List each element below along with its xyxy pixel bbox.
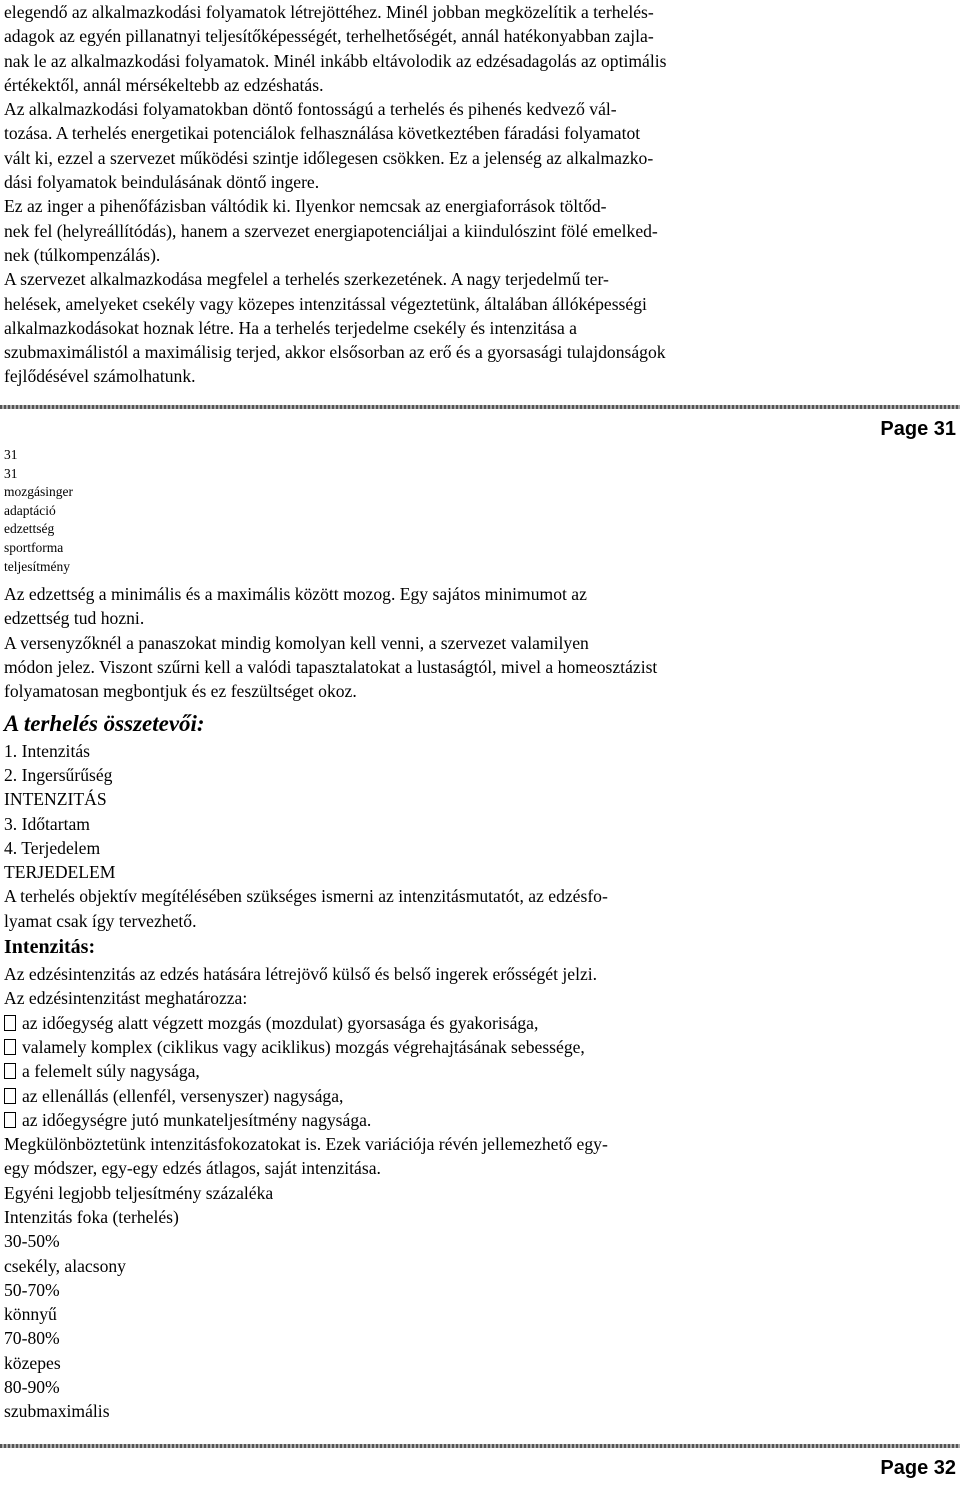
small-label: 31: [4, 465, 18, 481]
bullet-box-icon: [4, 1039, 16, 1055]
small-label: 31: [4, 447, 18, 462]
text-line: Egyéni legjobb teljesítmény százaléka: [4, 1182, 274, 1203]
text-line: Az edzésintenzitás az edzés hatására létrejövő külső és belső ingerek erősségét jelzi.: [4, 964, 598, 985]
text-line: egy módszer, egy-egy edzés átlagos, saját intenzitása.: [4, 1158, 381, 1179]
text-line: nek fel (helyreállítódás), hanem a szervezet energiapotenciáljai a kiindulószint fölé emelked-: [4, 220, 658, 241]
text-line: 3. Időtartam: [4, 813, 90, 834]
page-number-31: Page 31: [880, 418, 956, 440]
small-label: edzettség: [4, 521, 55, 537]
text-line: 4. Terjedelem: [4, 837, 101, 858]
heading-intensity: Intenzitás:: [4, 936, 96, 959]
text-line: Az alkalmazkodási folyamatokban döntő fontosságú a terhelés és pihenés kedvező vál-: [4, 99, 617, 120]
text-line: lyamat csak így tervezhető.: [4, 910, 197, 931]
text-line: TERJEDELEM: [4, 862, 116, 883]
text-line: alkalmazkodásokat hoznak létre. Ha a terhelés terjedelme csekély és intenzitása a: [4, 317, 577, 338]
small-label: adaptáció: [4, 502, 56, 518]
text-line: INTENZITÁS: [4, 789, 107, 810]
text-line: A szervezet alkalmazkodása megfelel a terhelés szerkezetének. A nagy terjedelmű ter-: [4, 269, 609, 290]
bullet-item: [4, 1035, 954, 1059]
page-separator: [0, 405, 960, 409]
text-line: Intenzitás foka (terhelés): [4, 1206, 179, 1227]
text-line: folyamatosan megbontjuk és ez feszültséget okoz.: [4, 681, 357, 702]
text-line: közepes: [4, 1352, 61, 1373]
text-line: értékektől, annál mérsékeltebb az edzéshatás.: [4, 74, 324, 95]
bullet-item: [4, 1084, 954, 1108]
small-label: sportforma: [4, 539, 64, 555]
text-line: 1. Intenzitás: [4, 740, 90, 761]
text-line: A versenyzőknél a panaszokat mindig komolyan kell venni, a szervezet valamilyen: [4, 632, 589, 653]
text-line: szubmaximálistól a maximálisig terjed, akkor elsősorban az erő és a gyorsasági tulajdonságok: [4, 342, 666, 363]
bullet-item: [4, 1011, 954, 1035]
bullet-box-icon: [4, 1088, 16, 1104]
bullet-item: [4, 1108, 954, 1132]
bullet-box-icon: [4, 1015, 16, 1031]
page-31-text: [4, 0, 954, 389]
text-line: dási folyamatok beindulásának döntő ingere.: [4, 172, 320, 193]
bullet-text: az ellenállás (ellenfél, versenyszer) nagysága,: [22, 1085, 344, 1106]
text-line: 50-70%: [4, 1279, 60, 1300]
heading-components: A terhelés összetevői:: [4, 710, 205, 736]
text-line: Az edzettség a minimális és a maximális között mozog. Egy sajátos minimumot az: [4, 584, 587, 605]
bullet-box-icon: [4, 1112, 16, 1128]
page-separator: [0, 1444, 960, 1448]
text-line: helések, amelyeket csekély vagy közepes intenzitással végeztetünk, általában állóképességi: [4, 293, 647, 314]
text-line: Ez az inger a pihenőfázisban váltódik ki. Ilyenkor nemcsak az energiaforrások töltőd-: [4, 196, 607, 217]
page-32-text: [4, 446, 954, 1424]
text-line: módon jelez. Viszont szűrni kell a valódi tapasztalatokat a lustaságtól, mivel a homeosztázist: [4, 657, 658, 678]
text-line: könnyű: [4, 1304, 57, 1325]
text-line: vált ki, ezzel a szervezet működési szintje időlegesen csökken. Ez a jelenség az alkalmazko-: [4, 147, 654, 168]
bullet-text: a felemelt súly nagysága,: [22, 1061, 200, 1082]
bullet-text: valamely komplex (ciklikus vagy aciklikus) mozgás végrehajtásának sebessége,: [22, 1036, 585, 1057]
text-line: adagok az egyén pillanatnyi teljesítőképességét, terhelhetőségét, annál hatékonyabban zajla-: [4, 26, 654, 47]
bullet-text: az időegységre jutó munkateljesítmény nagysága.: [22, 1109, 372, 1130]
bullet-text: az időegység alatt végzett mozgás (mozdulat) gyorsasága és gyakorisága,: [22, 1012, 539, 1033]
text-line: Az edzésintenzitást meghatározza:: [4, 988, 248, 1009]
small-label: mozgásinger: [4, 484, 73, 500]
text-line: elegendő az alkalmazkodási folyamatok létrejöttéhez. Minél jobban megközelítik a terhelés-: [4, 2, 654, 22]
text-line: edzettség tud hozni.: [4, 608, 145, 629]
text-line: fejlődésével számolhatunk.: [4, 366, 196, 387]
text-line: 80-90%: [4, 1377, 60, 1398]
paragraph-block: [4, 582, 954, 703]
text-line: Megkülönböztetünk intenzitásfokozatokat is. Ezek variációja révén jellemezhető egy-: [4, 1134, 608, 1155]
text-line: 2. Ingersűrűség: [4, 764, 113, 785]
small-label: teljesítmény: [4, 558, 70, 574]
text-line: nak le az alkalmazkodási folyamatok. Minél inkább eltávolodik az edzésadagolás az optimális: [4, 50, 667, 71]
bullet-box-icon: [4, 1063, 16, 1079]
text-line: 30-50%: [4, 1231, 60, 1252]
text-line: tozása. A terhelés energetikai potenciálok felhasználása következtében fáradási folyamatot: [4, 123, 641, 144]
text-line: A terhelés objektív megítélésében szükséges ismerni az intenzitásmutatót, az edzésfo-: [4, 886, 608, 907]
bullet-item: [4, 1059, 954, 1083]
text-line: 70-80%: [4, 1328, 60, 1349]
text-line: szubmaximális: [4, 1401, 110, 1422]
page-number-32: Page 32: [880, 1457, 956, 1479]
text-line: nek (túlkompenzálás).: [4, 244, 161, 265]
text-line: csekély, alacsony: [4, 1255, 126, 1276]
